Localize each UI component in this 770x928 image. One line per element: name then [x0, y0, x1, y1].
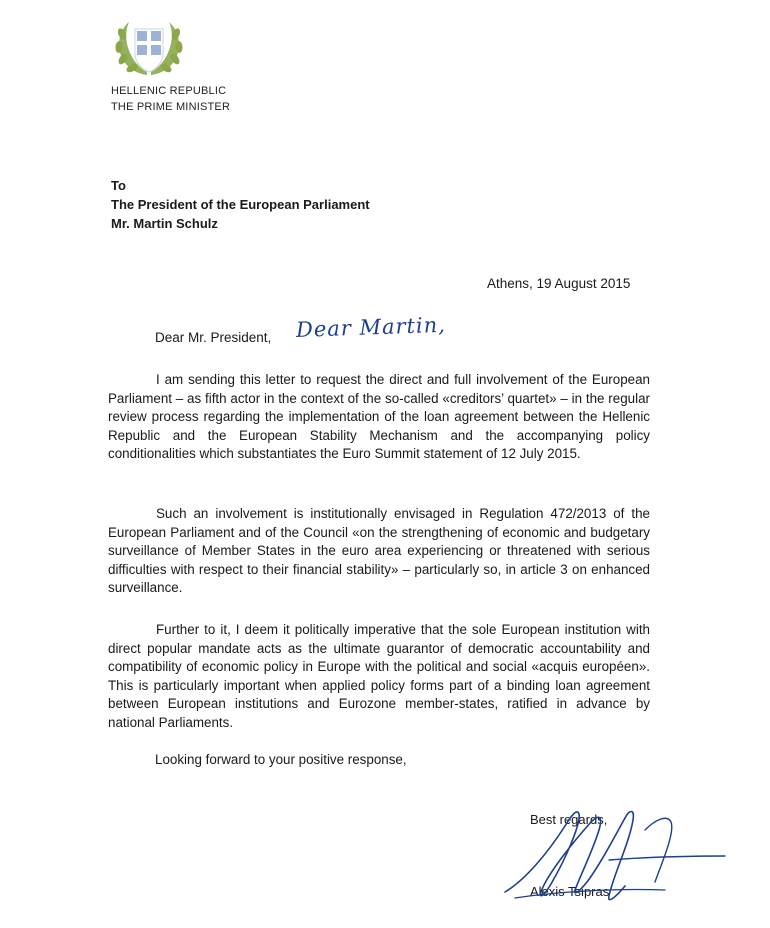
- handwritten-salutation: Dear Martin,: [295, 312, 447, 342]
- letterhead-line-2: THE PRIME MINISTER: [111, 101, 231, 113]
- recipient-title: The President of the European Parliament: [111, 197, 370, 212]
- recipient-name: Mr. Martin Schulz: [111, 216, 218, 231]
- recipient-block: [111, 176, 370, 233]
- hellenic-republic-emblem-icon: [113, 17, 185, 79]
- signer-name: Alexis Tsipras: [530, 884, 610, 899]
- closing-line: Looking forward to your positive response,: [155, 752, 407, 767]
- letter-date: Athens, 19 August 2015: [487, 276, 631, 291]
- recipient-to: To: [111, 178, 126, 193]
- best-regards: Best regards,: [530, 812, 608, 827]
- letterhead: [111, 83, 230, 115]
- body-paragraph-2: Such an involvement is institutionally envisaged in Regulation 472/2013 of the European Parliament and of the Council «on the strengthening of economic and budgetary surveillance of Member States in the euro area experiencing or threatened with serious difficulties with respect to their financial stability» – particularly so, in article 3 on enhanced surveillance.: [108, 506, 650, 595]
- signature-icon: [495, 800, 730, 915]
- body-paragraph-3: Further to it, I deem it politically imperative that the sole European institution with direct popular mandate acts as the ultimate guarantor of democratic accountability and compatibility of economic policy in Europe with the political and social «acquis européen». This is particularly important when applied policy forms part of a binding loan agreement between European institutions and Eurozone member-states, ratified in advance by national Parliaments.: [108, 622, 650, 730]
- typed-salutation: Dear Mr. President,: [155, 330, 272, 345]
- body-paragraph-1: I am sending this letter to request the direct and full involvement of the European Parliament – as fifth actor in the context of the so-called «creditors’ quartet» – in the regular review process regarding the implementation of the loan agreement between the Hellenic Republic and the European Stability Mechanism and the accompanying policy conditionalities which substantiates the Euro Summit statement of 12 July 2015.: [108, 372, 650, 461]
- letterhead-line-1: HELLENIC REPUBLIC: [111, 85, 227, 97]
